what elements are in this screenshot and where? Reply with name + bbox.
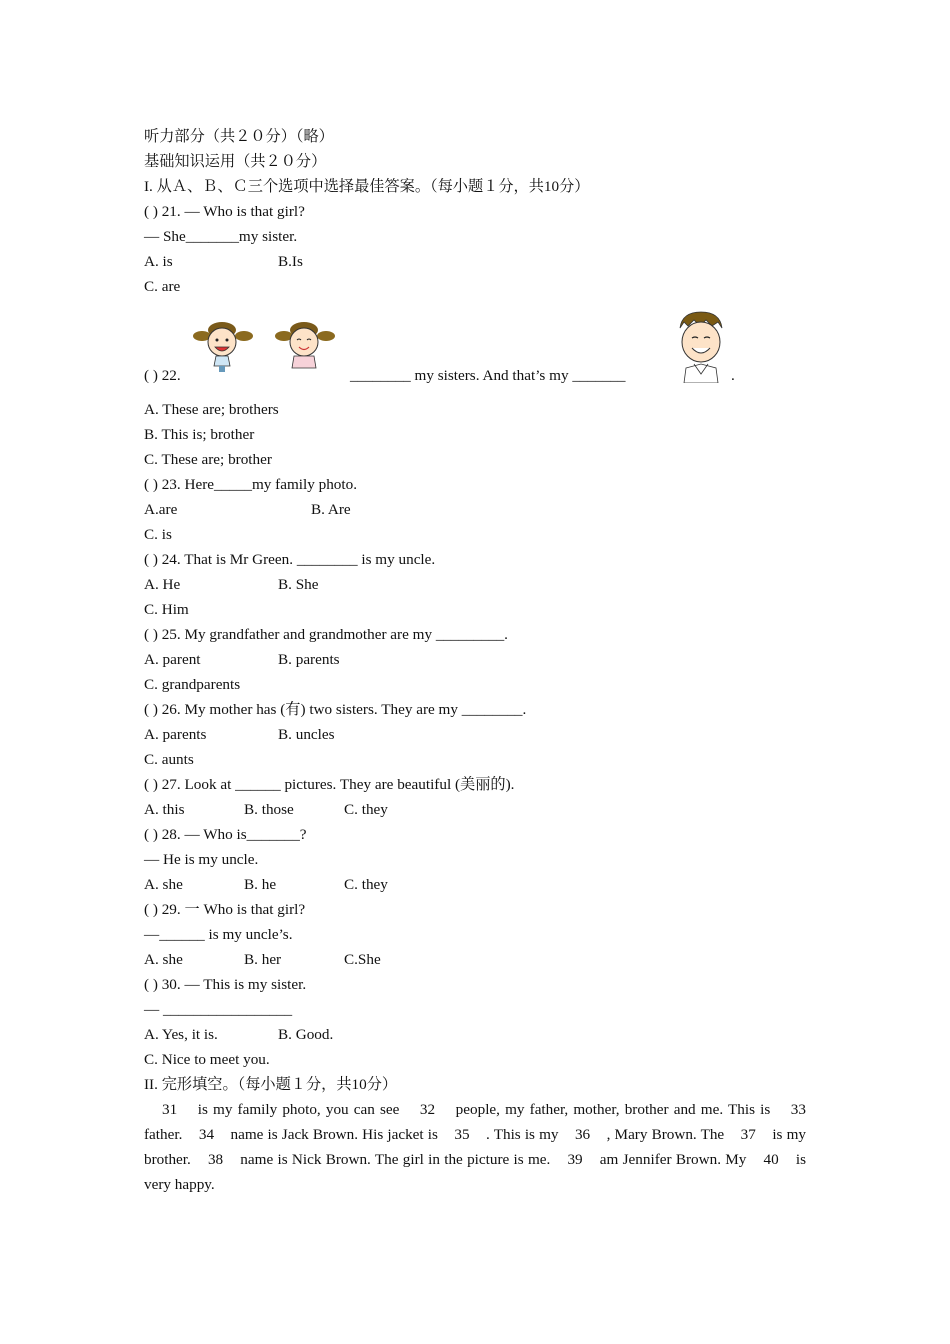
q24-option-c: C. Him	[144, 601, 189, 618]
basics-heading: 基础知识运用（共２０分）	[144, 153, 327, 170]
q22-sentence: ________ my sisters. And that’s my _______	[350, 367, 626, 384]
q21-line2: — She_______my sister.	[144, 228, 298, 245]
q24-option-a: A. He	[144, 576, 181, 593]
q25-option-c: C. grandparents	[144, 676, 241, 693]
q26-option-b: B. uncles	[278, 726, 335, 743]
q28-option-b: B. he	[244, 876, 277, 893]
q26-option-c: C. aunts	[144, 751, 194, 768]
q27-option-c: C. they	[344, 801, 388, 818]
q30-option-c: C. Nice to meet you.	[144, 1051, 270, 1068]
q27-options	[144, 797, 806, 822]
q22-option-a: A. These are; brothers	[144, 401, 279, 418]
q29-stem: ( ) 29. 一 Who is that girl?	[144, 901, 306, 918]
worksheet	[144, 124, 822, 1197]
q27-option-a: A. this	[144, 801, 185, 818]
q21-options	[144, 249, 806, 274]
cloze-passage: 31 is my family photo, you can see 32 people, my father, mother, brother and me. This is 33 father. 34 name is Jack Brown. His jacket is 35 . This is my 36 , Mary Brown. The 37 is my brother. 38 name is Nick Brown. The girl in the picture is me. 39 am Jennifer Brown. My 40 is very happy.	[144, 1101, 822, 1193]
q28-stem: ( ) 28. — Who is_______?	[144, 826, 307, 843]
q24-options	[144, 572, 806, 597]
q27-option-b: B. those	[244, 801, 294, 818]
q30-options	[144, 1022, 806, 1047]
girl-left-illustration	[193, 322, 253, 372]
q25-options	[144, 647, 806, 672]
section1-heading: I. 从Ａ、Ｂ、Ｃ三个选项中选择最佳答案。（每小题１分，共10分）	[144, 178, 590, 195]
q29-option-c: C.She	[344, 951, 381, 968]
q27-stem: ( ) 27. Look at ______ pictures. They are beautiful (美丽的).	[144, 776, 515, 793]
q22-option-b: B. This is; brother	[144, 426, 255, 443]
q25-option-a: A. parent	[144, 651, 201, 668]
q30-option-b: B. Good.	[278, 1026, 334, 1043]
q30-line2: — _________________	[144, 1001, 293, 1018]
two-girls-image	[192, 318, 347, 380]
q22-number: ( ) 22.	[144, 367, 181, 384]
section2-heading: II. 完形填空。（每小题１分，共10分）	[144, 1076, 398, 1093]
q21-stem: ( ) 21. — Who is that girl?	[144, 203, 305, 220]
q29-line2: —______ is my uncle’s.	[144, 926, 293, 943]
q26-stem: ( ) 26. My mother has (有) two sisters. They are my ________.	[144, 701, 527, 718]
listening-heading: 听力部分（共２０分）（略）	[144, 128, 334, 145]
q23-option-a: A.are	[144, 501, 178, 518]
q29-option-a: A. she	[144, 951, 183, 968]
q22-option-c: C. These are; brother	[144, 451, 272, 468]
q26-option-a: A. parents	[144, 726, 207, 743]
q28-option-a: A. she	[144, 876, 183, 893]
q29-option-b: B. her	[244, 951, 282, 968]
q21-option-a: A. is	[144, 253, 173, 270]
q21-option-c: C. are	[144, 278, 181, 295]
q29-options	[144, 947, 806, 972]
q30-option-a: A. Yes, it is.	[144, 1026, 218, 1043]
boy-image	[670, 308, 732, 383]
q30-stem: ( ) 30. — This is my sister.	[144, 976, 307, 993]
q28-option-c: C. they	[344, 876, 388, 893]
q28-options	[144, 872, 806, 897]
q25-option-b: B. parents	[278, 651, 340, 668]
q23-stem: ( ) 23. Here_____my family photo.	[144, 476, 358, 493]
q21-option-b: B.Is	[278, 253, 303, 270]
q24-stem: ( ) 24. That is Mr Green. ________ is my uncle.	[144, 551, 436, 568]
q23-option-b: B. Are	[311, 501, 351, 518]
q23-options	[144, 497, 806, 522]
q22-period: .	[731, 367, 735, 384]
q28-line2: — He is my uncle.	[144, 851, 259, 868]
q23-option-c: C. is	[144, 526, 172, 543]
q25-stem: ( ) 25. My grandfather and grandmother are my _________.	[144, 626, 508, 643]
girl-right-illustration	[275, 322, 335, 368]
q24-option-b: B. She	[278, 576, 319, 593]
q22-row	[144, 308, 806, 391]
q26-options	[144, 722, 806, 747]
